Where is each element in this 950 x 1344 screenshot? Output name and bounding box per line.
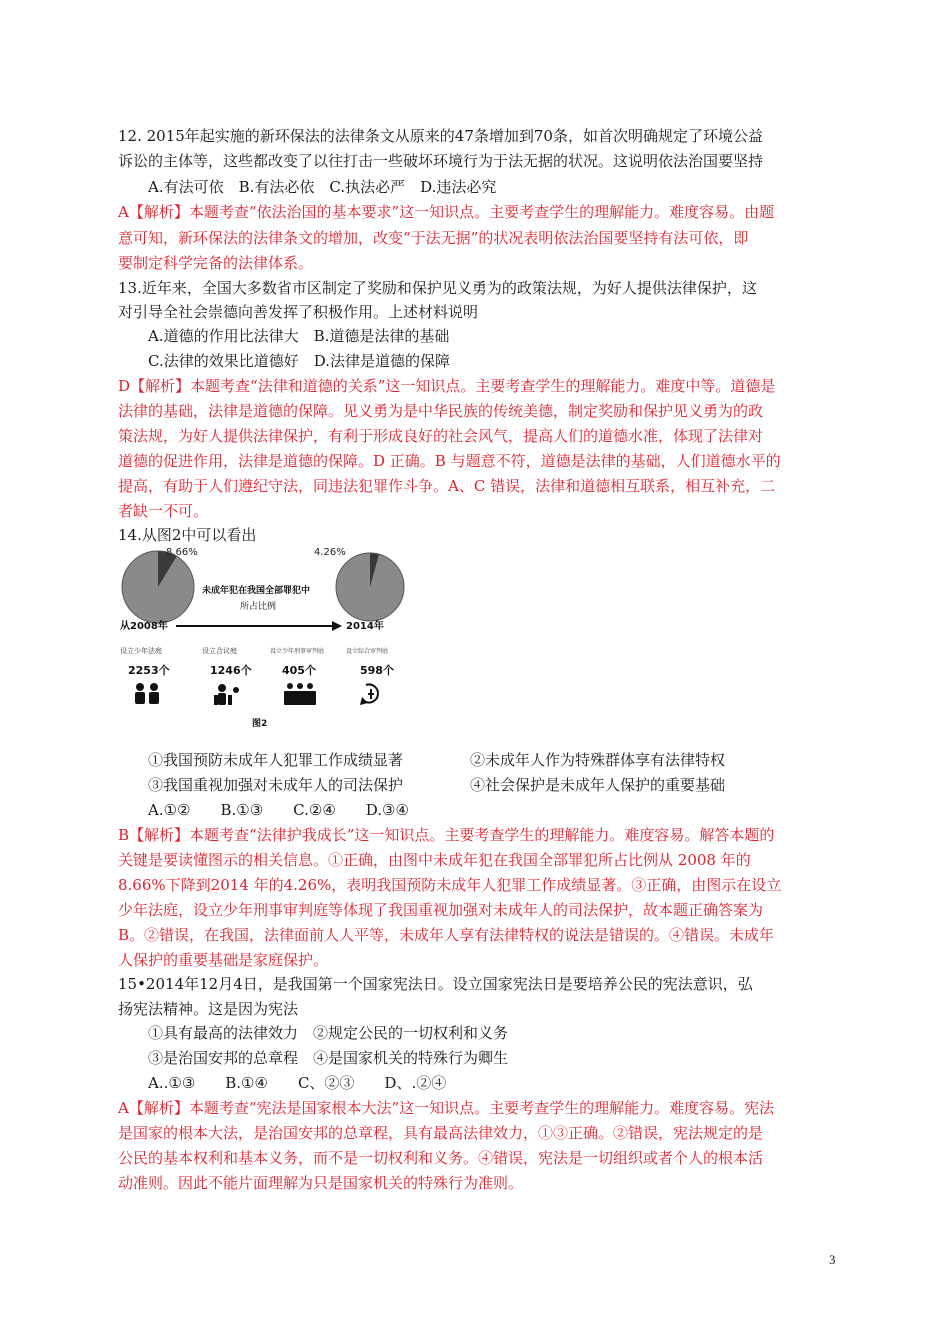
stat-3-label: 设立少年刑事审判庭: [270, 648, 325, 655]
figure-2-infographic: [118, 545, 406, 741]
stat-3-value: 405个: [282, 664, 316, 677]
q13-options-line-1: A.道德的作用比法律大 B.道德是法律的基础: [148, 327, 450, 345]
figure-2-svg: [118, 545, 406, 741]
q12-options: A.有法可依 B.有法必依 C.执法必严 D.违法必究: [148, 178, 497, 196]
q13-analysis-line-5: 提高，有助于人们遵纪守法，同违法犯罪作斗争。A、C 错误，法律和道德相互联系，相互补充，二: [118, 477, 776, 495]
q14-analysis-line-1: B【解析】本题考查“法律护我成长”这一知识点。主要考查学生的理解能力。难度容易。解答本题的: [118, 826, 775, 844]
page-number: 3: [829, 1252, 836, 1267]
stat-4-label: 设立综合审判庭: [346, 648, 389, 655]
q15-stem-line-2: 扬宪法精神。这是因为宪法: [118, 1000, 299, 1018]
recycle-icon: [360, 684, 378, 705]
figure-label: 图2: [252, 719, 268, 729]
q14-stem: 14.从图2中可以看出: [118, 526, 257, 544]
q15-choices-line-2: ③是治国安邦的总章程 ④是国家机关的特殊行为卿生: [148, 1049, 509, 1067]
q14-choice-2: ②未成年人作为特殊群体享有法律特权: [470, 751, 726, 769]
q12-analysis-line-1: A【解析】本题考查“依法治国的基本要求”这一知识点。主要考查学生的理解能力。难度容易。由题: [118, 203, 775, 221]
year-from-label: 从2008年: [120, 621, 168, 632]
q15-options: A..①③ B.①④ C、②③ D、.②④: [148, 1074, 447, 1092]
q13-options-line-2: C.法律的效果比道德好 D.法律是道德的保障: [148, 352, 450, 370]
q14-analysis-line-6: 人保护的重要基础是家庭保护。: [118, 951, 329, 969]
pct-2008-label: 8.66%: [166, 547, 198, 558]
court-panel-icon: [214, 684, 239, 705]
q15-choices-line-1: ①具有最高的法律效力 ②规定公民的一切权利和义务: [148, 1024, 509, 1042]
q15-stem-line-1: 15•2014年12月4日，是我国第一个国家宪法日。设立国家宪法日是要培养公民的宪法意识，弘: [118, 975, 753, 993]
stat-1-label: 设立少年法庭: [120, 647, 162, 655]
q13-analysis-line-3: 策法规，为好人提供法律保护，有利于形成良好的社会风气，提高人们的道德水准，体现了法律对: [118, 427, 764, 445]
q14-analysis-line-4: 少年法庭，设立少年刑事审判庭等体现了我国重视加强对未成年人的司法保护，故本题正确答案为: [118, 901, 764, 919]
q15-analysis-line-2: 是国家的根本大法，是治国安邦的总章程，具有最高法律效力，①③正确。②错误，宪法规定的是: [118, 1124, 764, 1142]
q15-analysis-line-4: 动准则。因此不能片面理解为只是国家机关的特殊行为准则。: [118, 1174, 524, 1192]
pct-2014-label: 4.26%: [314, 547, 346, 558]
stat-1-value: 2253个: [128, 664, 170, 677]
figure-caption-line-1: 未成年犯在我国全部罪犯中: [202, 586, 311, 596]
stat-2-label: 设立合议庭: [202, 647, 237, 655]
q14-options: A.①② B.①③ C.②④ D.③④: [148, 801, 409, 819]
q14-choice-4: ④社会保护是未成年人保护的重要基础: [470, 776, 726, 794]
q12-stem-line-1: 12. 2015年起实施的新环保法的法律条文从原来的47条增加到70条，如首次明确规定了环境公益: [118, 127, 763, 145]
q15-analysis-line-1: A【解析】本题考查“宪法是国家根本大法”这一知识点。主要考查学生的理解能力。难度容易。宪法: [118, 1099, 775, 1117]
q12-analysis-line-3: 要制定科学完备的法律体系。: [118, 254, 314, 272]
q14-analysis-line-2: 关键是要读懂图示的相关信息。①正确，由图中未成年犯在我国全部罪犯所占比例从 2008 年的: [118, 851, 751, 869]
q13-analysis-line-6: 者缺一不可。: [118, 502, 209, 520]
q14-choice-3: ③我国重视加强对未成年人的司法保护: [148, 776, 404, 794]
tribunal-icon: [284, 683, 316, 705]
q12-analysis-line-2: 意可知，新环保法的法律条文的增加，改变“于法无据”的状况表明依法治国要坚持有法可依，即: [118, 229, 749, 247]
q15-analysis-line-3: 公民的基本权利和基本义务，而不是一切权利和义务。④错误，宪法是一切组织或者个人的根本活: [118, 1149, 764, 1167]
q14-choice-1: ①我国预防未成年人犯罪工作成绩显著: [148, 751, 404, 769]
q13-stem-line-2: 对引导全社会崇德向善发挥了积极作用。上述材料说明: [118, 303, 479, 321]
people-icon: [135, 683, 159, 704]
q13-analysis-line-1: D【解析】本题考查“法律和道德的关系”这一知识点。主要考查学生的理解能力。难度中等。道德是: [118, 377, 776, 395]
q13-analysis-line-2: 法律的基础，法律是道德的保障。见义勇为是中华民族的传统美德，制定奖励和保护见义勇为的政: [118, 402, 764, 420]
stat-2-value: 1246个: [210, 664, 252, 677]
q13-stem-line-1: 13.近年来，全国大多数省市区制定了奖励和保护见义勇为的政策法规，为好人提供法律保护，这: [118, 279, 757, 297]
stat-4-value: 598个: [360, 664, 394, 677]
timeline-arrow-head: [332, 621, 342, 631]
figure-caption-line-2: 所占比例: [240, 602, 277, 612]
q13-analysis-line-4: 道德的促进作用，法律是道德的保障。D 正确。B 与题意不符，道德是法律的基础，人们道德水平的: [118, 452, 781, 470]
q12-stem-line-2: 诉讼的主体等，这些都改变了以往打击一些破坏环境行为于法无据的状况。这说明依法治国要坚持: [118, 152, 764, 170]
q14-analysis-line-3: 8.66%下降到2014 年的4.26%，表明我国预防未成年人犯罪工作成绩显著。③正确，由图示在设立: [118, 876, 782, 894]
q14-analysis-line-5: B。②错误，在我国，法律面前人人平等，未成年人享有法律特权的说法是错误的。④错误。未成年: [118, 926, 775, 944]
year-to-label: 2014年: [346, 621, 384, 632]
